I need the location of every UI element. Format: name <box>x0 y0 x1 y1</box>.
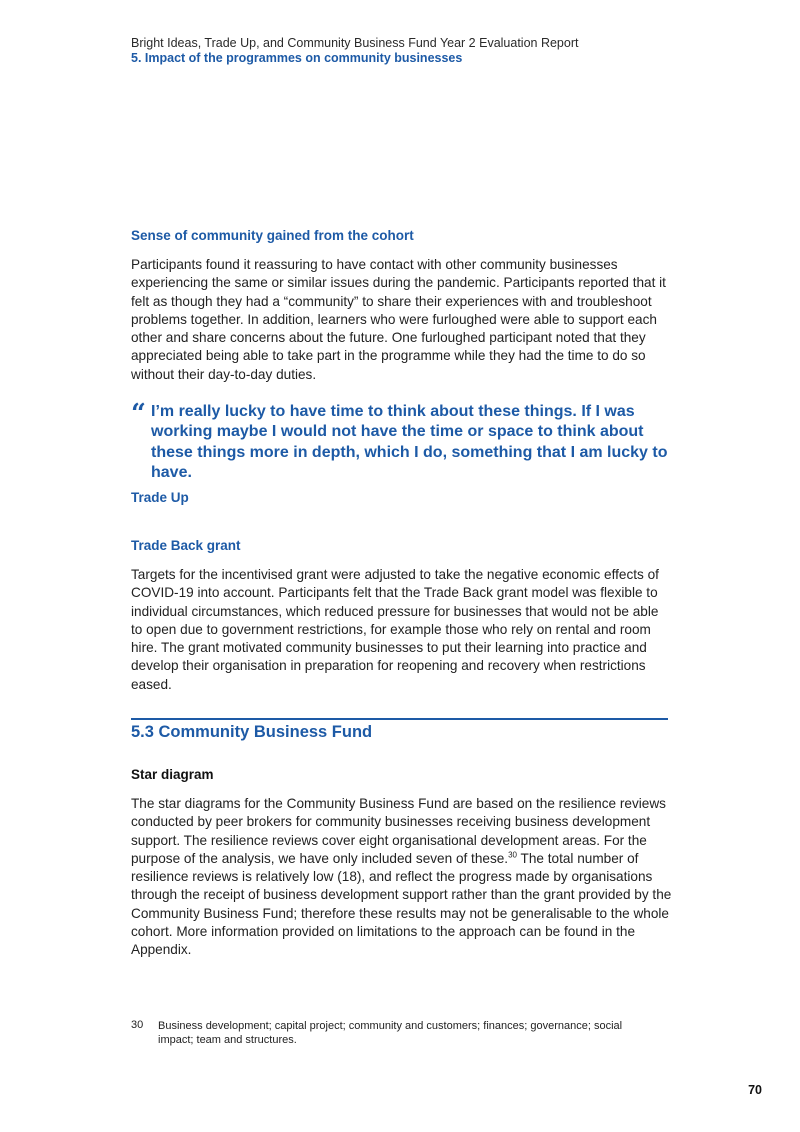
section-title: 5.3 Community Business Fund <box>131 723 373 741</box>
page-number: 70 <box>748 1083 762 1097</box>
running-header <box>131 36 578 66</box>
pull-quote <box>131 399 671 483</box>
section-divider <box>131 718 668 720</box>
report-title: Bright Ideas, Trade Up, and Community Business Fund Year 2 Evaluation Report <box>131 36 579 50</box>
footnote-reference[interactable]: 30 <box>508 850 517 860</box>
community-heading: Sense of community gained from the cohort <box>131 228 414 243</box>
quote-mark-icon: “ <box>131 399 146 429</box>
community-paragraph: Participants found it reassuring to have contact with other community businesses experiencing the same or similar issues during the pandemic. Participants reported that it felt as though they had a “community” to share their experiences with and troubleshoot problems together. In addition, learners who were furloughed were able to support each other and share concerns about the future. One furloughed participant noted that they appreciated being able to take part in the programme while they had the time to do so without their day-to-day duties. <box>131 257 666 382</box>
footnote-text: Business development; capital project; community and customers; finances; governance; social impact; team and structures. <box>158 1020 623 1046</box>
star-diagram-paragraph <box>131 795 676 960</box>
star-diagram-text-2: The total number of resilience reviews is relatively low (18), and reflect the progress made by organisations through the receipt of business development support rather than the grant provided by the Community Business Fund; therefore these results may not be generalisable to the whole cohort. More information provided on limitations to the approach can be found in the Appendix. <box>131 850 672 958</box>
trade-back-grant-heading: Trade Back grant <box>131 538 241 553</box>
trade-back-paragraph: Targets for the incentivised grant were adjusted to take the negative economic effects of COVID-19 into account. Participants felt that the Trade Back grant model was flexible to individual circumstances, which reduced pressure for businesses that would not be able to open due to government restrictions, for example those who rely on rental and room hire. The grant motivated community businesses to put their learning into practice and develop their organisation in preparation for reopening and recovery when restrictions eased. <box>131 567 659 692</box>
quote-text: I’m really lucky to have time to think about these things. If I was working maybe I would not have the time or space to think about these things more in depth, which I do, something that I am lucky to have. <box>151 403 668 481</box>
trade-up-heading: Trade Up <box>131 490 189 505</box>
star-diagram-heading: Star diagram <box>131 767 214 782</box>
footnote-number: 30 <box>131 1019 144 1031</box>
chapter-title: 5. Impact of the programmes on community businesses <box>131 51 463 65</box>
star-diagram-text-1: The star diagrams for the Community Business Fund are based on the resilience reviews conducted by peer brokers for community businesses receiving business development support. The resilience reviews cover eight organisational development areas. For the purpose of the analysis, we have only included seven of these. <box>131 796 666 866</box>
